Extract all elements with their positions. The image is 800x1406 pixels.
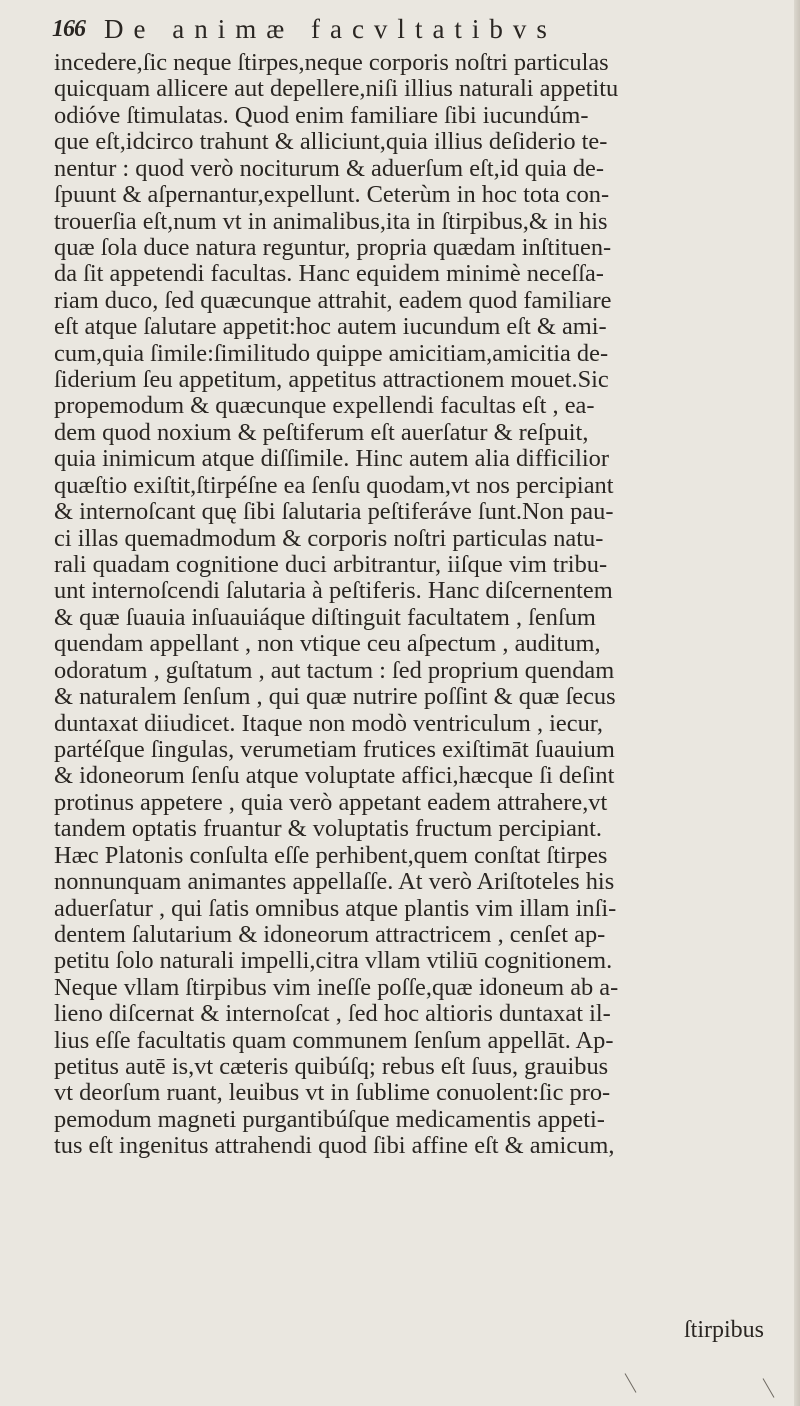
text-line: & naturalem ſenſum , qui quæ nutrire poſſint & quæ ſecus	[54, 684, 616, 711]
text-line: incedere,ſic neque ſtirpes,neque corporis noſtri particulas	[54, 50, 609, 76]
text-line: ſiderium ſeu appetitum, appetitus attractionem mouet.Sic	[54, 367, 609, 394]
text-line: odoratum , guſtatum , aut tactum : ſed proprium quendam	[54, 657, 615, 684]
text-line: dentem ſalutarium & idoneorum attractricem , cenſet ap-	[54, 921, 606, 948]
text-line: quia inimicum atque diſſimile. Hinc autem alia difficilior	[54, 446, 609, 473]
text-line: lius eſſe facultatis quam communem ſenſum appellāt. Ap-	[54, 1027, 614, 1054]
text-line: lieno diſcernat & internoſcat , ſed hoc altioris duntaxat il-	[54, 1001, 611, 1028]
text-line: trouerſia eſt,num vt in animalibus,ita in ſtirpibus,& in his	[54, 208, 608, 235]
text-line: tus eſt ingenitus attrahendi quod ſibi affine eſt & amicum,	[54, 1133, 615, 1160]
text-line: riam duco, ſed quæcunque attrahit, eadem quod familiare	[54, 287, 612, 314]
text-line: & idoneorum ſenſu atque voluptate affici,hæcque ſi deſint	[54, 763, 615, 790]
text-line: & quæ ſuauia inſuauiáque diſtinguit facultatem , ſenſum	[54, 604, 596, 631]
text-line: rali quadam cognitione duci arbitrantur, iiſque vim tribu-	[54, 552, 608, 579]
text-line: partéſque ſingulas, verumetiam frutices exiſtimāt ſuauium	[54, 736, 615, 763]
text-line: duntaxat diiudicet. Itaque non modò ventriculum , iecur,	[54, 710, 604, 737]
text-line: odióve ſtimulatas. Quod enim familiare ſibi iucundúm-	[54, 102, 589, 129]
text-line: vt deorſum ruant, leuibus vt in ſublime conuolent:ſic pro-	[54, 1080, 611, 1107]
text-line: dem quod noxium & peſtiferum eſt auerſatur & reſpuit,	[54, 419, 589, 446]
pencil-mark	[763, 1378, 775, 1398]
text-line: nonnunquam animantes appellaſſe. At verò Ariſtoteles his	[54, 869, 615, 896]
text-line: tandem optatis fruantur & voluptatis fructum percipiant.	[54, 816, 602, 843]
text-line: quæſtio exiſtit,ſtirpéſne ea ſenſu quodam,vt nos percipiant	[54, 472, 614, 499]
text-line: nentur : quod verò nociturum & aduerſum eſt,id quia de-	[54, 155, 605, 182]
text-line: propemodum & quæcunque expellendi facultas eſt , ea-	[54, 393, 595, 420]
text-line: quæ ſola duce natura reguntur, propria quædam inſtituen-	[54, 234, 612, 261]
text-line: protinus appetere , quia verò appetant eadem attrahere,vt	[54, 789, 608, 816]
text-line: cum,quia ſimile:ſimilitudo quippe amicitiam,amicitia de-	[54, 340, 609, 367]
text-line: quendam appellant , non vtique ceu aſpectum , auditum,	[54, 631, 601, 658]
text-line: Neque vllam ſtirpibus vim ineſſe poſſe,quæ idoneum ab a-	[54, 974, 619, 1001]
text-line: quicquam allicere aut depellere,niſi illius naturali appetitu	[54, 76, 619, 103]
running-title: De animæ facvltatibvs	[104, 14, 557, 44]
page-number: 166	[52, 16, 85, 42]
page-edge	[794, 0, 800, 1406]
catchword: ſtirpibus	[684, 1317, 765, 1343]
text-line: que eſt,idcirco trahunt & alliciunt,quia illius deſiderio te-	[54, 129, 608, 156]
text-line: ci illas quemadmodum & corporis noſtri particulas natu-	[54, 525, 604, 552]
text-line: Hæc Platonis conſulta eſſe perhibent,quem conſtat ſtirpes	[54, 842, 608, 869]
pencil-mark	[625, 1373, 637, 1393]
text-line: petitus autē is,vt cæteris quibúſq; rebus eſt ſuus, grauibus	[54, 1054, 609, 1081]
text-line: & internoſcant quę ſibi ſalutaria peſtiferáve ſunt.Non pau-	[54, 499, 614, 526]
page-header	[52, 14, 772, 48]
text-line: aduerſatur , qui ſatis omnibus atque plantis vim illam inſi-	[54, 895, 617, 922]
text-line: petitu ſolo naturali impelli,citra vllam vtiliū cognitionem.	[54, 948, 613, 975]
text-line: unt internoſcendi ſalutaria à peſtiferis. Hanc diſcernentem	[54, 578, 613, 605]
text-line: da ſit appetendi facultas. Hanc equidem minimè neceſſa-	[54, 261, 604, 288]
text-line: pemodum magneti purgantibúſque medicamentis appeti-	[54, 1106, 605, 1133]
text-line: eſt atque ſalutare appetit:hoc autem iucundum eſt & ami-	[54, 314, 607, 341]
body-text	[54, 50, 776, 1160]
text-line: ſpuunt & aſpernantur,expellunt. Ceterùm in hoc tota con-	[54, 182, 610, 209]
